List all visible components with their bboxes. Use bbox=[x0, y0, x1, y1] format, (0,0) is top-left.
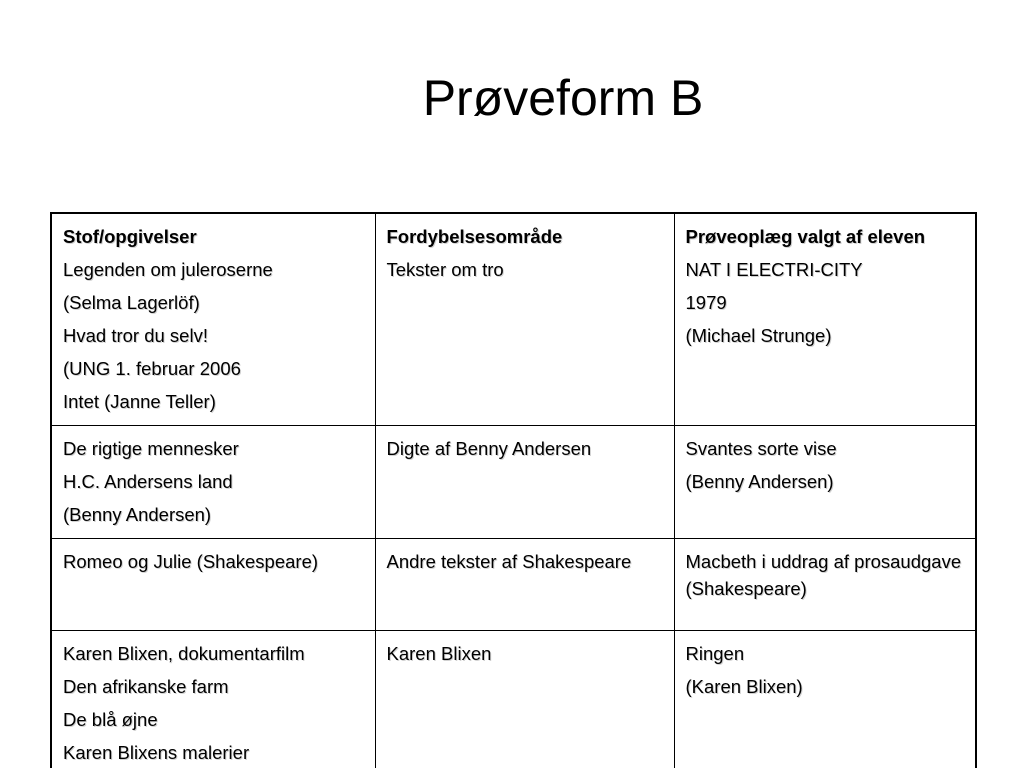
cell-line: Tekster om tro bbox=[386, 259, 504, 280]
cell-line: NAT I ELECTRI-CITY bbox=[685, 259, 863, 280]
cell-line: Karen Blixen, dokumentarfilm bbox=[63, 643, 305, 664]
cell-line: (Benny Andersen) bbox=[685, 471, 834, 492]
cell-line: (Benny Andersen) bbox=[63, 504, 212, 525]
table-row bbox=[51, 539, 976, 631]
table-cell bbox=[375, 631, 674, 768]
table-row bbox=[51, 213, 976, 426]
column-header-proeveoplaeg: Prøveoplæg valgt af eleven bbox=[685, 226, 926, 247]
table-cell bbox=[674, 631, 976, 768]
cell-line: Intet (Janne Teller) bbox=[63, 391, 216, 412]
table-cell bbox=[674, 213, 976, 426]
content-table-wrapper bbox=[50, 212, 975, 768]
cell-line: Legenden om juleroserne bbox=[63, 259, 273, 280]
table-cell bbox=[375, 426, 674, 539]
content-table bbox=[50, 212, 977, 768]
table-cell bbox=[51, 426, 375, 539]
table-row bbox=[51, 631, 976, 768]
cell-line: (UNG 1. februar 2006 bbox=[63, 358, 241, 379]
cell-line: Andre tekster af Shakespeare bbox=[386, 551, 632, 572]
table-cell bbox=[51, 213, 375, 426]
cell-line: Digte af Benny Andersen bbox=[386, 438, 592, 459]
cell-line: Hvad tror du selv! bbox=[63, 325, 208, 346]
cell-line: Svantes sorte vise bbox=[685, 438, 837, 459]
cell-line: H.C. Andersens land bbox=[63, 471, 233, 492]
column-header-fordybelse: Fordybelsesområde bbox=[386, 226, 563, 247]
cell-line: Romeo og Julie (Shakespeare) bbox=[63, 551, 319, 572]
table-cell bbox=[375, 539, 674, 631]
table-cell bbox=[674, 426, 976, 539]
cell-line: De rigtige mennesker bbox=[63, 438, 239, 459]
cell-line: (Karen Blixen) bbox=[685, 676, 803, 697]
cell-line: 1979 bbox=[685, 292, 727, 313]
table-row bbox=[51, 426, 976, 539]
slide-title: Prøveform B bbox=[422, 70, 704, 126]
cell-line: Macbeth i uddrag af prosaudgave (Shakespeare) bbox=[685, 551, 962, 599]
table-cell bbox=[674, 539, 976, 631]
cell-line: Karen Blixens malerier bbox=[63, 742, 250, 763]
table-cell bbox=[375, 213, 674, 426]
cell-line: Den afrikanske farm bbox=[63, 676, 229, 697]
table-cell bbox=[51, 539, 375, 631]
cell-line: De blå øjne bbox=[63, 709, 158, 730]
cell-line: Karen Blixen bbox=[386, 643, 492, 664]
cell-line: Ringen bbox=[685, 643, 745, 664]
cell-line: (Selma Lagerlöf) bbox=[63, 292, 200, 313]
column-header-stof: Stof/opgivelser bbox=[63, 226, 197, 247]
table-cell bbox=[51, 631, 375, 768]
cell-line: (Michael Strunge) bbox=[685, 325, 832, 346]
